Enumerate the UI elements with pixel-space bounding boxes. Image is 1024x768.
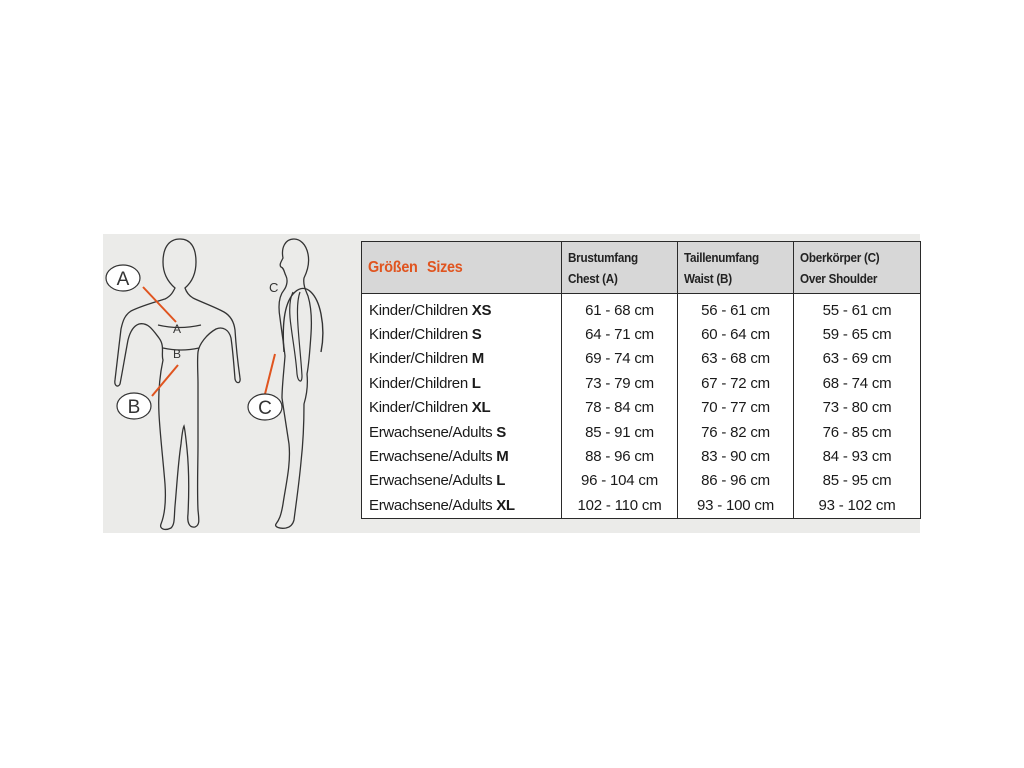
header-sizes <box>362 242 562 294</box>
shoulder-value: 85 - 95 cm <box>794 469 921 493</box>
table-row <box>362 371 921 395</box>
leader-line-b <box>152 365 178 396</box>
size-group: Kinder/Children <box>369 399 468 417</box>
size-label-cell <box>362 396 562 420</box>
chest-value: 64 - 71 cm <box>562 322 678 346</box>
size-code: S <box>496 423 506 441</box>
header-sizes-german: Größen <box>368 258 418 276</box>
shoulder-value: 63 - 69 cm <box>794 347 921 371</box>
size-code: M <box>496 448 509 466</box>
table-row <box>362 322 921 346</box>
table-row <box>362 294 921 323</box>
callout-letter-b: B <box>127 397 141 418</box>
size-code: XL <box>496 496 515 514</box>
chest-value: 78 - 84 cm <box>562 396 678 420</box>
table-row <box>362 347 921 371</box>
size-group: Erwachsene/Adults <box>369 448 493 466</box>
size-label-cell <box>362 294 562 323</box>
size-code: L <box>471 374 481 392</box>
header-shoulder <box>794 242 921 294</box>
body-outline-illustration <box>103 234 361 533</box>
table-row <box>362 444 921 468</box>
side-view-arm-outline <box>290 292 302 381</box>
header-waist-english: Waist (B) <box>684 270 732 286</box>
size-group: Erwachsene/Adults <box>369 472 493 490</box>
size-chart-panel <box>361 234 920 533</box>
table-row <box>362 493 921 518</box>
shoulder-value: 84 - 93 cm <box>794 444 921 468</box>
size-label-cell <box>362 444 562 468</box>
size-code: XS <box>471 301 492 319</box>
shoulder-value: 68 - 74 cm <box>794 371 921 395</box>
callout-letter-a: A <box>116 269 130 290</box>
header-chest-english: Chest (A) <box>568 270 618 286</box>
chest-value: 88 - 96 cm <box>562 444 678 468</box>
waist-value: 60 - 64 cm <box>678 322 794 346</box>
size-code: XL <box>471 399 491 417</box>
figure-letter-a: A <box>173 322 182 336</box>
shoulder-value: 76 - 85 cm <box>794 420 921 444</box>
size-label-cell <box>362 420 562 444</box>
shoulder-value: 93 - 102 cm <box>794 493 921 518</box>
size-group: Erwachsene/Adults <box>369 423 493 441</box>
size-group: Kinder/Children <box>369 374 468 392</box>
chest-value: 102 - 110 cm <box>562 493 678 518</box>
size-code: M <box>471 350 484 368</box>
size-code: S <box>471 326 482 344</box>
header-chest <box>562 242 678 294</box>
callout-letter-c: C <box>258 398 272 419</box>
figure-letter-b: B <box>173 347 182 361</box>
body-measurement-figure <box>103 234 361 533</box>
header-shoulder-english: Over Shoulder <box>800 270 878 286</box>
size-group: Erwachsene/Adults <box>369 496 493 514</box>
header-chest-german: Brustumfang <box>568 249 638 265</box>
waist-value: 67 - 72 cm <box>678 371 794 395</box>
chest-value: 69 - 74 cm <box>562 347 678 371</box>
waist-value: 70 - 77 cm <box>678 396 794 420</box>
shoulder-value: 55 - 61 cm <box>794 294 921 323</box>
waist-value: 86 - 96 cm <box>678 469 794 493</box>
size-group: Kinder/Children <box>369 301 468 319</box>
chest-value: 73 - 79 cm <box>562 371 678 395</box>
waist-value: 63 - 68 cm <box>678 347 794 371</box>
waist-value: 76 - 82 cm <box>678 420 794 444</box>
side-view-figure-outline <box>276 239 312 528</box>
size-chart-table <box>361 241 921 519</box>
table-row <box>362 420 921 444</box>
table-row <box>362 396 921 420</box>
shoulder-value: 59 - 65 cm <box>794 322 921 346</box>
waist-value: 56 - 61 cm <box>678 294 794 323</box>
size-code: L <box>496 472 506 490</box>
header-waist <box>678 242 794 294</box>
table-row <box>362 469 921 493</box>
size-group: Kinder/Children <box>369 326 468 344</box>
chest-value: 85 - 91 cm <box>562 420 678 444</box>
size-label-cell <box>362 469 562 493</box>
figure-letter-c: C <box>269 280 279 295</box>
waist-value: 83 - 90 cm <box>678 444 794 468</box>
size-label-cell <box>362 322 562 346</box>
shoulder-measure-line <box>283 288 323 352</box>
leader-line-c <box>265 354 275 394</box>
size-group: Kinder/Children <box>369 350 468 368</box>
chest-value: 96 - 104 cm <box>562 469 678 493</box>
chest-value: 61 - 68 cm <box>562 294 678 323</box>
size-label-cell <box>362 493 562 518</box>
header-sizes-english: Sizes <box>426 258 463 276</box>
header-shoulder-german: Oberkörper (C) <box>800 249 880 265</box>
table-header-row <box>362 242 921 294</box>
header-waist-german: Taillenumfang <box>684 249 759 265</box>
waist-value: 93 - 100 cm <box>678 493 794 518</box>
size-label-cell <box>362 347 562 371</box>
shoulder-value: 73 - 80 cm <box>794 396 921 420</box>
size-label-cell <box>362 371 562 395</box>
